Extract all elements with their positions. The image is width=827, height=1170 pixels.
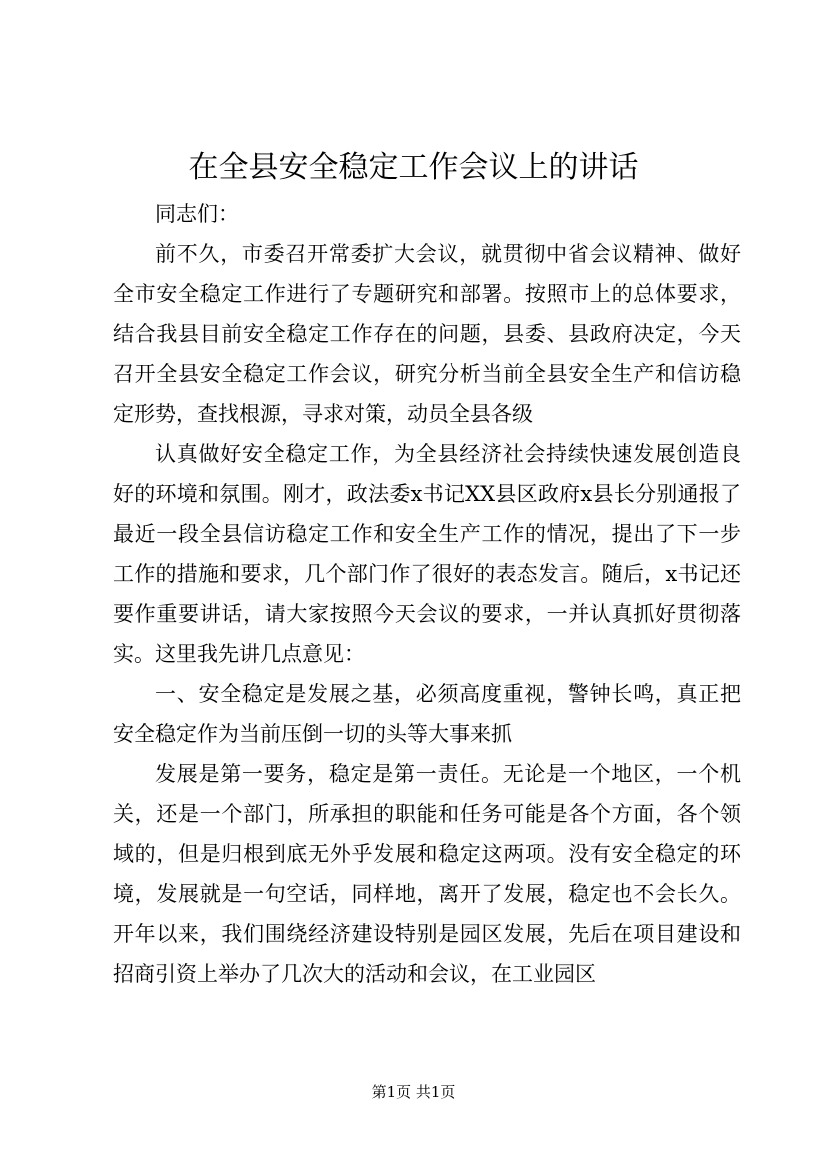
page-footer: 第1页 共1页 xyxy=(371,1083,456,1101)
body-paragraph: 认真做好安全稳定工作，为全县经济社会持续快速发展创造良好的环境和氛围。刚才，政法委x书记XX县区政府x县长分别通报了最近一段全县信访稳定工作和安全生产工作的情况，提出了下一步工作的措施和要求，几个部门作了很好的表态发言。随后，x书记还要作重要讲话，请大家按照今天会议的要求，一并认真抓好贯彻落实。这里我先讲几点意见： xyxy=(113,442,741,666)
document-body xyxy=(113,194,741,994)
body-paragraph: 发展是第一要务，稳定是第一责任。无论是一个地区，一个机关，还是一个部门，所承担的职能和任务可能是各个方面，各个领域的，但是归根到底无外乎发展和稳定这两项。没有安全稳定的环境，发展就是一句空话，同样地，离开了发展，稳定也不会长久。开年以来，我们围绕经济建设特别是园区发展，先后在项目建设和招商引资上举办了几次大的活动和会议，在工业园区 xyxy=(113,762,741,986)
salutation-paragraph: 同志们： xyxy=(155,202,239,226)
body-paragraph: 前不久，市委召开常委扩大会议，就贯彻中省会议精神、做好全市安全稳定工作进行了专题研究和部署。按照市上的总体要求，结合我县目前安全稳定工作存在的问题，县委、县政府决定，今天召开全县安全稳定工作会议，研究分析当前全县安全生产和信访稳定形势，查找根源，寻求对策，动员全县各级 xyxy=(113,242,741,426)
section-heading-paragraph: 一、安全稳定是发展之基，必须高度重视，警钟长鸣，真正把安全稳定作为当前压倒一切的头等大事来抓 xyxy=(113,682,741,746)
document-title: 在全县安全稳定工作会议上的讲话 xyxy=(188,150,639,185)
